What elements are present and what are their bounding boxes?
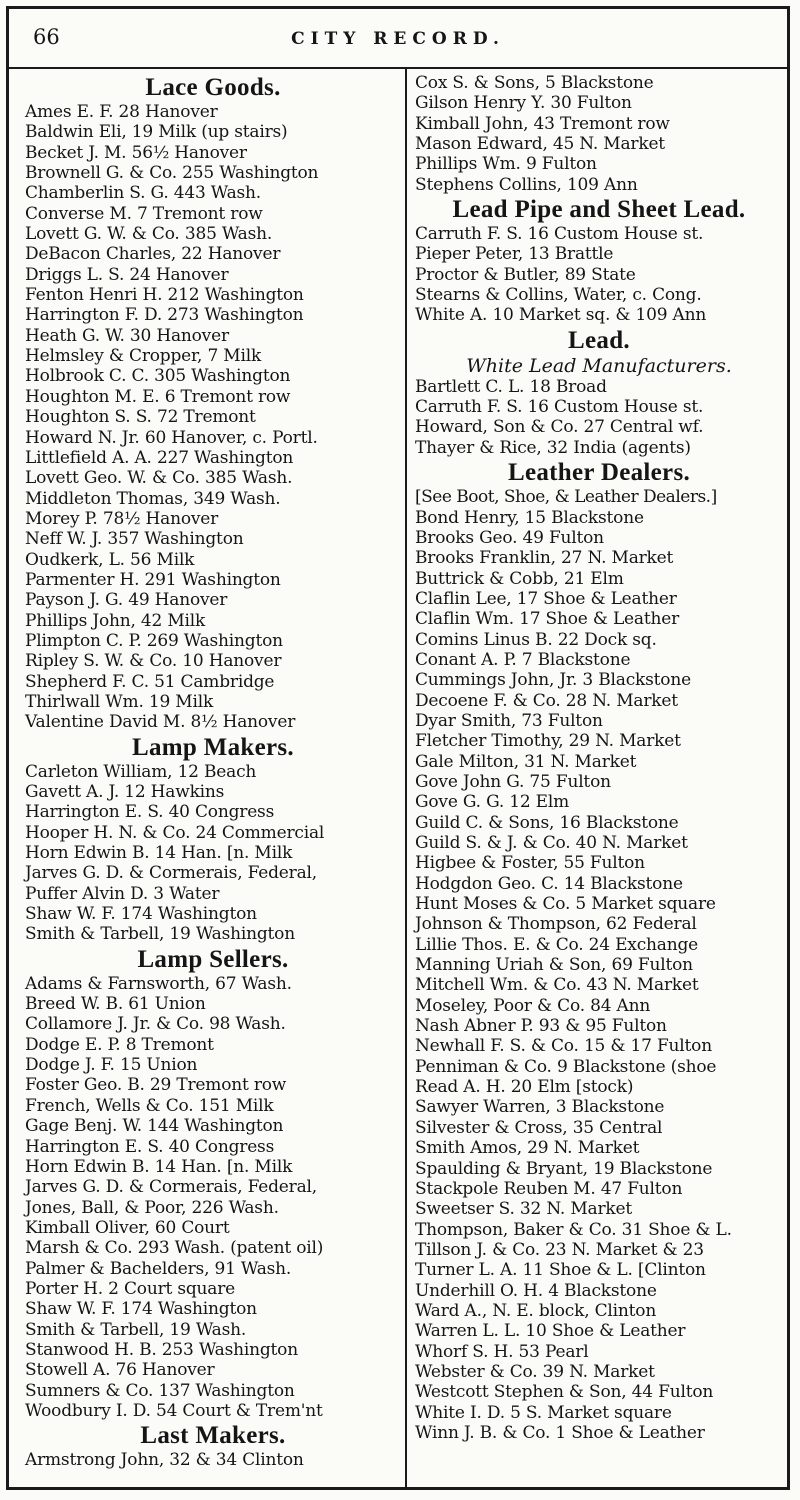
directory-entry: Guild S. & J. & Co. 40 N. Market	[415, 833, 688, 853]
directory-entry: Sweetser S. 32 N. Market	[415, 1199, 633, 1220]
directory-entry: Howard N. Jr. 60 Hanover, c. Portl.	[25, 427, 318, 448]
directory-entry: Thirlwall Wm. 19 Milk	[25, 691, 214, 712]
directory-entry: Hooper H. N. & Co. 24 Commercial	[25, 822, 325, 843]
directory-entry: Higbee & Foster, 55 Fulton	[415, 853, 645, 874]
directory-entry: Sumners & Co. 137 Washington	[25, 1380, 295, 1401]
directory-entry: Foster Geo. B. 29 Tremont row	[25, 1075, 287, 1096]
page-number: 66	[33, 25, 60, 49]
directory-entry: Carleton William, 12 Beach	[25, 761, 257, 782]
directory-entry: Cummings John, Jr. 3 Blackstone	[415, 670, 691, 691]
directory-entry: Gage Benj. W. 144 Washington	[25, 1116, 284, 1137]
directory-entry: Porter H. 2 Court square	[25, 1278, 236, 1299]
directory-entry: Shepherd F. C. 51 Cambridge	[25, 671, 275, 692]
directory-entry: Phillips Wm. 9 Fulton	[415, 154, 597, 175]
directory-entry: Chamberlin S. G. 443 Wash.	[25, 183, 261, 204]
directory-entry: Gale Milton, 31 N. Market	[415, 751, 637, 772]
directory-entry: Woodbury I. D. 54 Court & Trem'nt	[25, 1400, 323, 1421]
directory-entry: Harrington E. S. 40 Congress	[25, 1136, 275, 1157]
directory-entry: Fletcher Timothy, 29 N. Market	[415, 731, 681, 752]
directory-entry: Marsh & Co. 293 Wash. (patent oil)	[25, 1238, 324, 1259]
directory-entry: Brooks Geo. 49 Fulton	[415, 527, 604, 548]
directory-entry: Smith & Tarbell, 19 Washington	[25, 924, 295, 945]
directory-entry: Puffer Alvin D. 3 Water	[25, 883, 220, 904]
section-heading: Lace Goods.	[145, 74, 281, 101]
directory-entry: Kimball Oliver, 60 Court	[25, 1217, 230, 1238]
directory-entry: Oudkerk, L. 56 Milk	[25, 549, 195, 570]
directory-entry: Collamore J. Jr. & Co. 98 Wash.	[25, 1014, 286, 1035]
directory-entry: Holbrook C. C. 305 Washington	[25, 366, 291, 387]
directory-entry: Decoene F. & Co. 28 N. Market	[415, 690, 678, 711]
directory-entry: Manning Uriah & Son, 69 Fulton	[415, 955, 693, 976]
directory-entry: Carruth F. S. 16 Custom House st.	[415, 224, 704, 245]
directory-entry: Houghton M. E. 6 Tremont row	[25, 386, 291, 407]
section-heading: Lamp Makers.	[132, 733, 294, 761]
directory-entry: Hodgdon Geo. C. 14 Blackstone	[415, 873, 683, 894]
section-heading: Lamp Sellers.	[137, 945, 289, 973]
directory-entry: Gove John G. 75 Fulton	[415, 771, 611, 792]
directory-entry: Ward A., N. E. block, Clinton	[415, 1300, 657, 1321]
directory-entry: Dyar Smith, 73 Fulton	[415, 710, 603, 731]
directory-entry: Breed W. B. 61 Union	[25, 994, 206, 1015]
directory-entry: Adams & Farnsworth, 67 Wash.	[25, 973, 292, 994]
directory-entry: Jarves G. D. & Cormerais, Federal,	[25, 1177, 317, 1198]
directory-entry: Sawyer Warren, 3 Blackstone	[415, 1097, 665, 1118]
directory-entry: Lillie Thos. E. & Co. 24 Exchange	[415, 934, 698, 955]
directory-entry: Plimpton C. P. 269 Washington	[25, 630, 283, 651]
directory-entry: Pieper Peter, 13 Brattle	[415, 244, 614, 265]
directory-entry: Conant A. P. 7 Blackstone	[415, 649, 631, 670]
directory-entry: Horn Edwin B. 14 Han. [n. Milk	[25, 1156, 293, 1177]
directory-entry: Brownell G. & Co. 255 Washington	[25, 163, 319, 184]
directory-entry: Gavett A. J. 12 Hawkins	[25, 782, 225, 802]
directory-entry: Bartlett C. L. 18 Broad	[415, 376, 607, 397]
directory-entry: Silvester & Cross, 35 Central	[415, 1117, 663, 1138]
directory-entry: Gove G. G. 12 Elm	[415, 792, 570, 813]
directory-entry: Payson J. G. 49 Hanover	[25, 590, 228, 611]
directory-entry: Thompson, Baker & Co. 31 Shoe & L.	[415, 1219, 732, 1240]
directory-entry: Dodge J. F. 15 Union	[25, 1055, 198, 1076]
directory-entry: Howard, Son & Co. 27 Central wf.	[415, 417, 704, 438]
directory-entry: Houghton S. S. 72 Tremont	[25, 407, 256, 428]
directory-entry: Bond Henry, 15 Blackstone	[415, 507, 644, 528]
directory-entry: Underhill O. H. 4 Blackstone	[415, 1280, 657, 1301]
directory-entry: Becket J. M. 56½ Hanover	[25, 142, 247, 163]
section-subheading: White Lead Manufacturers.	[466, 354, 732, 377]
directory-entry: Whorf S. H. 53 Pearl	[415, 1341, 589, 1362]
directory-entry: Baldwin Eli, 19 Milk (up stairs)	[25, 122, 288, 143]
directory-entry: Read A. H. 20 Elm [stock)	[415, 1077, 634, 1098]
directory-entry: Moseley, Poor & Co. 84 Ann	[415, 995, 651, 1016]
directory-entry: Lovett G. W. & Co. 385 Wash.	[25, 224, 273, 245]
directory-entry: Palmer & Bachelders, 91 Wash.	[25, 1258, 292, 1279]
directory-entry: Middleton Thomas, 349 Wash.	[25, 488, 281, 509]
directory-entry: Harrington F. D. 273 Washington	[25, 305, 304, 326]
directory-entry: Morey P. 78½ Hanover	[25, 508, 219, 529]
directory-entry: Stephens Collins, 109 Ann	[415, 174, 638, 195]
directory-entry: Cox S. & Sons, 5 Blackstone	[415, 73, 654, 93]
directory-entry: Buttrick & Cobb, 21 Elm	[415, 568, 624, 589]
directory-entry: White A. 10 Market sq. & 109 Ann	[415, 305, 707, 326]
right-column	[407, 67, 787, 1487]
directory-entry: Stowell A. 76 Hanover	[25, 1360, 215, 1381]
directory-entry: Webster & Co. 39 N. Market	[415, 1361, 655, 1382]
directory-entry: Penniman & Co. 9 Blackstone (shoe	[415, 1056, 717, 1077]
directory-entry: Kimball John, 43 Tremont row	[415, 113, 670, 134]
running-head: CITY RECORD.	[291, 29, 505, 49]
directory-entry: Lovett Geo. W. & Co. 385 Wash.	[25, 468, 293, 489]
directory-entry: Stackpole Reuben M. 47 Fulton	[415, 1178, 683, 1199]
directory-entry: Littlefield A. A. 227 Washington	[25, 447, 294, 468]
directory-entry: Smith & Tarbell, 19 Wash.	[25, 1319, 247, 1340]
directory-entry: Claflin Wm. 17 Shoe & Leather	[415, 609, 680, 630]
directory-entry: [See Boot, Shoe, & Leather Dealers.]	[415, 487, 717, 508]
directory-entry: Westcott Stephen & Son, 44 Fulton	[415, 1382, 714, 1403]
directory-entry: Helmsley & Cropper, 7 Milk	[25, 346, 262, 367]
directory-entry: Shaw W. F. 174 Washington	[25, 904, 257, 925]
directory-entry: Harrington E. S. 40 Congress	[25, 802, 275, 823]
directory-entry: Mitchell Wm. & Co. 43 N. Market	[415, 975, 699, 996]
directory-entry: Gilson Henry Y. 30 Fulton	[415, 93, 632, 114]
section-heading: Last Makers.	[140, 1422, 286, 1450]
directory-entry: DeBacon Charles, 22 Hanover	[25, 244, 281, 265]
directory-entry: Dodge E. P. 8 Tremont	[25, 1034, 214, 1055]
directory-entry: Valentine David M. 8½ Hanover	[25, 712, 296, 733]
directory-entry: Smith Amos, 29 N. Market	[415, 1138, 640, 1159]
directory-entry: White I. D. 5 S. Market square	[415, 1402, 672, 1423]
directory-entry: Newhall F. S. & Co. 15 & 17 Fulton	[415, 1036, 712, 1057]
directory-entry: Ames E. F. 28 Hanover	[25, 102, 218, 122]
section-heading: Lead Pipe and Sheet Lead.	[452, 196, 746, 224]
directory-entry: Stanwood H. B. 253 Washington	[25, 1339, 298, 1360]
directory-entry: Tillson J. & Co. 23 N. Market & 23	[415, 1239, 704, 1260]
directory-entry: Phillips John, 42 Milk	[25, 610, 206, 631]
directory-entry: Hunt Moses & Co. 5 Market square	[415, 894, 716, 915]
directory-entry: Jones, Ball, & Poor, 226 Wash.	[25, 1197, 279, 1218]
directory-entry: Mason Edward, 45 N. Market	[415, 134, 665, 155]
section-heading: Leather Dealers.	[507, 459, 691, 487]
directory-entry: Ripley S. W. & Co. 10 Hanover	[25, 651, 282, 672]
directory-entry: Stearns & Collins, Water, c. Cong.	[415, 285, 702, 306]
left-column	[9, 67, 407, 1487]
directory-entry: Shaw W. F. 174 Washington	[25, 1299, 257, 1320]
directory-entry: Heath G. W. 30 Hanover	[25, 325, 229, 346]
directory-entry: Warren L. L. 10 Shoe & Leather	[415, 1321, 686, 1342]
directory-entry: Brooks Franklin, 27 N. Market	[415, 548, 674, 569]
directory-entry: Comins Linus B. 22 Dock sq.	[415, 629, 657, 650]
directory-entry: Johnson & Thompson, 62 Federal	[415, 914, 697, 935]
directory-entry: Fenton Henri H. 212 Washington	[25, 285, 304, 306]
directory-entry: Turner L. A. 11 Shoe & L. [Clinton	[415, 1260, 706, 1281]
directory-entry: French, Wells & Co. 151 Milk	[25, 1095, 274, 1116]
directory-entry: Armstrong John, 32 & 34 Clinton	[25, 1450, 304, 1471]
directory-entry: Converse M. 7 Tremont row	[25, 203, 263, 224]
section-heading: Lead.	[568, 326, 630, 354]
directory-entry: Spaulding & Bryant, 19 Blackstone	[415, 1158, 713, 1179]
directory-entry: Guild C. & Sons, 16 Blackstone	[415, 812, 679, 833]
directory-entry: Proctor & Butler, 89 State	[415, 264, 636, 285]
directory-entry: Winn J. B. & Co. 1 Shoe & Leather	[415, 1422, 705, 1443]
directory-entry: Horn Edwin B. 14 Han. [n. Milk	[25, 843, 293, 864]
directory-entry: Neff W. J. 357 Washington	[25, 529, 244, 550]
directory-entry: Thayer & Rice, 32 India (agents)	[415, 437, 691, 458]
directory-entry: Nash Abner P. 93 & 95 Fulton	[415, 1016, 667, 1037]
directory-entry: Carruth F. S. 16 Custom House st.	[415, 397, 704, 418]
directory-entry: Driggs L. S. 24 Hanover	[25, 264, 229, 285]
directory-page	[6, 6, 790, 1490]
page-header	[9, 9, 787, 69]
directory-entry: Jarves G. D. & Cormerais, Federal,	[25, 863, 317, 884]
directory-entry: Claflin Lee, 17 Shoe & Leather	[415, 588, 677, 609]
directory-entry: Parmenter H. 291 Washington	[25, 569, 281, 590]
